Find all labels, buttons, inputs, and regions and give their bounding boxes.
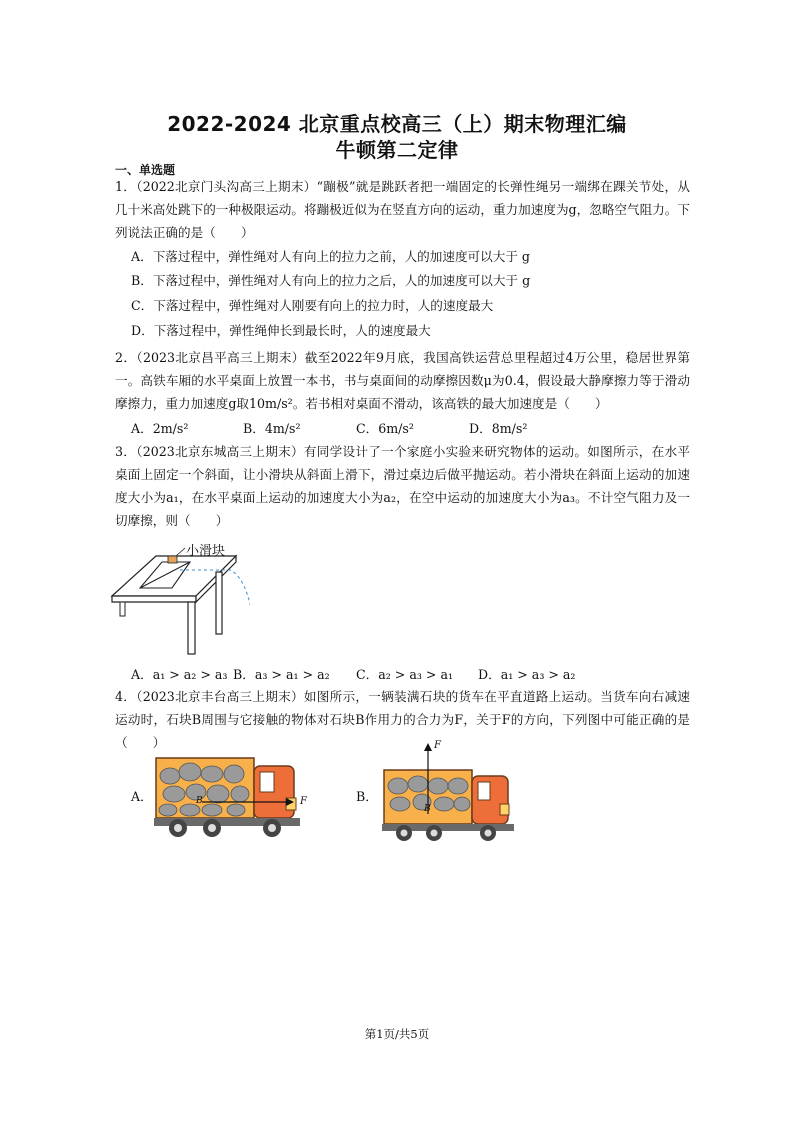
question-1-option-b: B．下落过程中，弹性绳对人有向上的拉力之后，人的加速度可以大于 g [131,273,531,288]
question-2-option-b: B．4m/s² [243,421,301,436]
question-3-option-d: D．a₁ > a₃ > a₂ [478,667,576,682]
truck-figure-b [378,742,528,842]
question-1-option-a: A．下落过程中，弹性绳对人有向上的拉力之前，人的加速度可以大于 g [131,249,530,264]
question-4-option-b-label: B． [356,789,378,804]
block-label: 小滑块 [186,544,226,559]
force-label-a: F [300,796,307,807]
question-1-option-c: C．下落过程中，弹性绳对人刚要有向上的拉力时，人的速度最大 [131,298,494,313]
question-4-stem: 4．（2023北京丰台高三上期末）如图所示，一辆装满石块的货车在平直道路上运动。当货车向右减速运动时，石块B周围与它接触的物体对石块B作用力的合力为F，关于F的方向，下列图中可能正确的是（ ） [115,689,690,750]
stone-b-label-a: B [196,796,203,806]
question-3-option-a: A．a₁ > a₂ > a₃ [131,667,228,682]
question-3-option-b: B．a₃ > a₁ > a₂ [233,667,330,682]
document-subtitle: 牛顿第二定律 [335,138,459,162]
question-3-option-c: C．a₂ > a₃ > a₁ [356,667,454,682]
truck-figure-a [150,748,320,840]
question-2-option-d: D．8m/s² [469,421,528,436]
question-1-option-d: D．下落过程中，弹性绳伸长到最长时，人的速度最大 [131,323,431,338]
question-2-option-a: A．2m/s² [131,421,189,436]
incline-table-figure [110,540,250,658]
question-2-option-c: C．6m/s² [356,421,414,436]
force-label-b: F [434,740,441,751]
question-1-stem: 1．（2022北京门头沟高三上期末）“蹦极”就是跳跃者把一端固定的长弹性绳另一端绑在踝关节处，从几十米高处跳下的一种极限运动。将蹦极近似为在竖直方向的运动，重力加速度为g，忽略空气阻力。下列说法正确的是（ ） [115,179,690,240]
document-title: 2022-2024 北京重点校高三（上）期末物理汇编 [167,112,627,136]
page-footer: 第1页/共5页 [364,1027,430,1041]
question-2-stem: 2．（2023北京昌平高三上期末）截至2022年9月底，我国高铁运营总里程超过4万公里，稳居世界第一。高铁车厢的水平桌面上放置一本书，书与桌面间的动摩擦因数μ为0.4，假设最大静摩擦力等于滑动摩擦力，重力加速度g取10m/s²。若书相对桌面不滑动，该高铁的最大加速度是（ ） [115,350,690,411]
question-4-option-a-label: A． [131,789,153,804]
stone-b-label-b: B [424,804,431,814]
section-heading: 一、单选题 [115,163,176,177]
question-3-stem: 3．（2023北京东城高三上期末）有同学设计了一个家庭小实验来研究物体的运动。如图所示，在水平桌面上固定一个斜面，让小滑块从斜面上滑下，滑过桌边后做平抛运动。若小滑块在斜面上运动的加速度大小为a₁，在水平桌面上运动的加速度大小为a₂，在空中运动的加速度大小为a₃。不计空气阻力及一切摩擦，则（ ） [115,444,690,528]
